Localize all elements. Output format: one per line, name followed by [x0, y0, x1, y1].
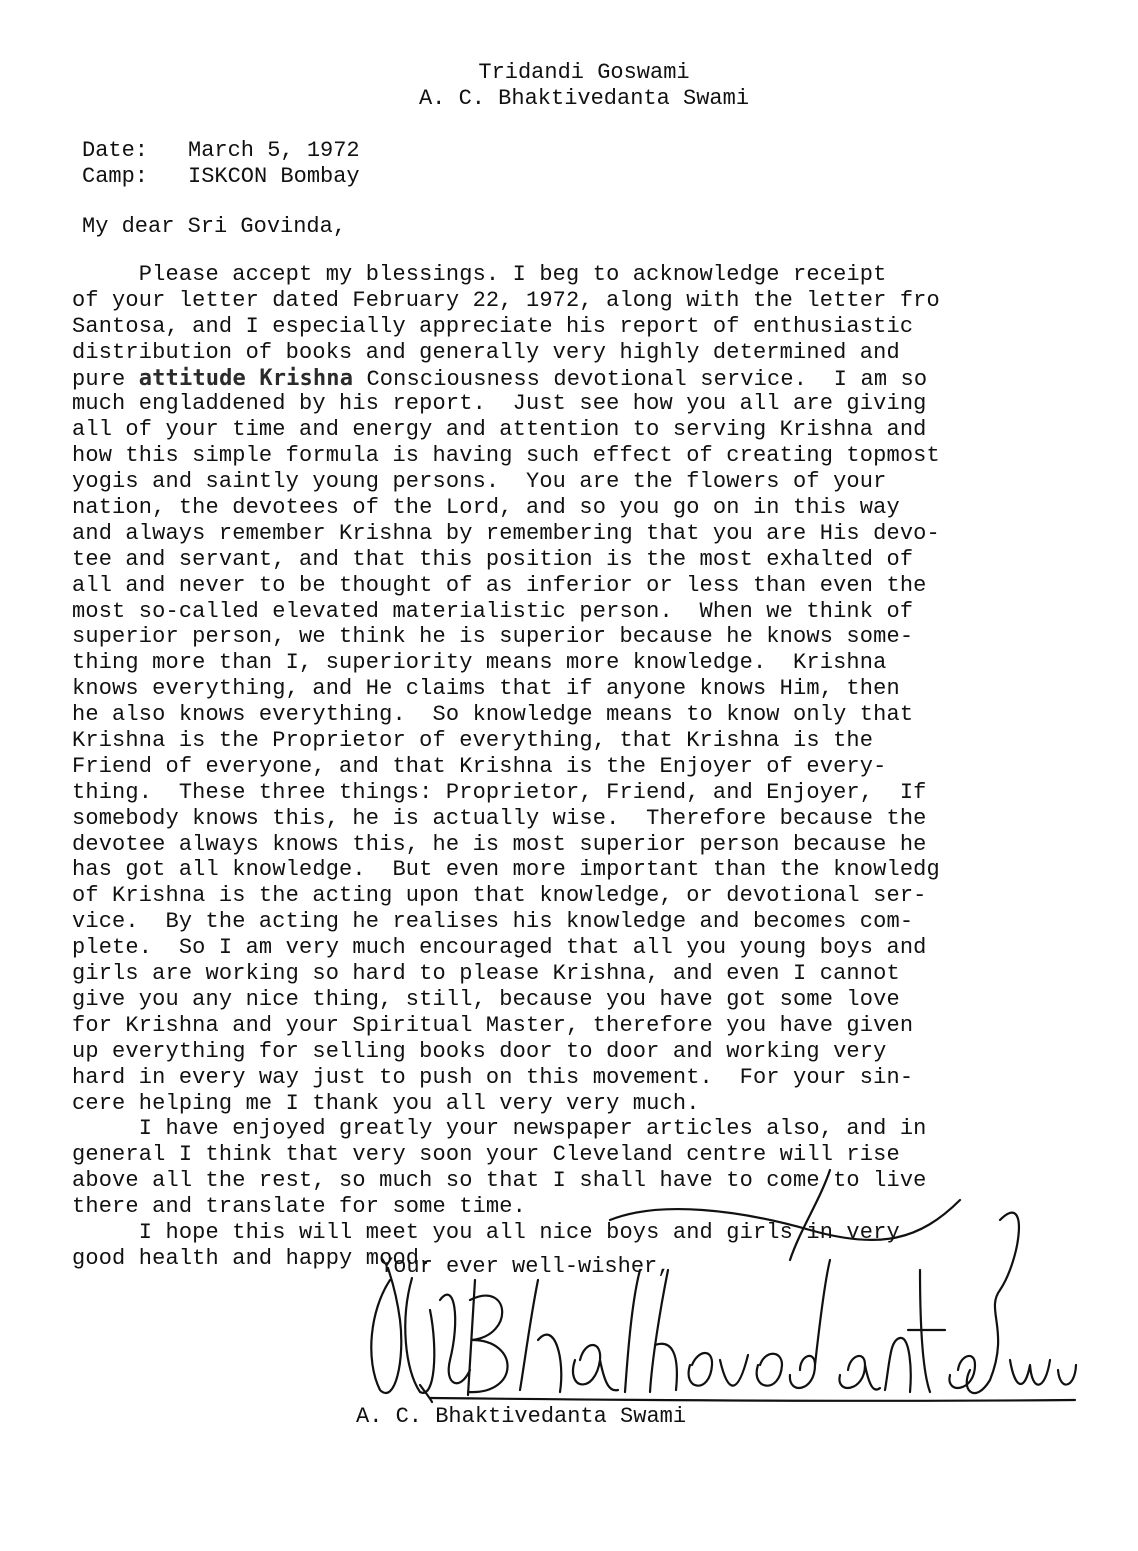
body-line: has got all knowledge. But even more important than the knowledg: [72, 857, 940, 883]
body-line: distribution of books and generally very highly determined and: [72, 339, 900, 365]
camp-row: [82, 164, 360, 190]
body-line: vice. By the acting he realises his knowledge and becomes com-: [72, 909, 914, 935]
closing-line: Your ever well-wisher,: [380, 1254, 671, 1279]
body-line: thing more than I, superiority means more knowledge. Krishna: [72, 650, 887, 676]
letter-body: [72, 262, 1082, 1272]
letterhead-name: A. C. Bhaktivedanta Swami: [418, 86, 750, 111]
body-line: thing. These three things: Proprietor, Friend, and Enjoyer, If: [72, 779, 927, 805]
body-line: devotee always knows this, he is most superior person because he: [72, 831, 927, 857]
body-line: hard in every way just to push on this movement. For your sin-: [72, 1064, 914, 1090]
body-line: and always remember Krishna by remembering that you are His devo-: [72, 520, 940, 546]
letterhead-title: Tridandi Goswami: [478, 60, 690, 85]
handwritten-signature: [360, 1160, 1080, 1410]
body-line: he also knows everything. So knowledge means to know only that: [72, 702, 914, 728]
body-line: of your letter dated February 22, 1972, along with the letter fro: [72, 287, 940, 313]
date-value: March 5, 1972: [188, 138, 360, 163]
body-line: above all the rest, so much so that I shall have to come to live: [72, 1168, 927, 1194]
date-label: Date:: [82, 138, 149, 163]
body-line: somebody knows this, he is actually wise. Therefore because the: [72, 805, 927, 831]
body-line-start: pure: [72, 366, 139, 392]
body-line: plete. So I am very much encouraged that all you young boys and: [72, 935, 927, 961]
body-line: most so-called elevated materialistic person. When we think of: [72, 598, 914, 624]
body-line: Friend of everyone, and that Krishna is the Enjoyer of every-: [72, 753, 887, 779]
body-line: I have enjoyed greatly your newspaper articles also, and in: [72, 1116, 927, 1142]
highlighted-phrase: attitude Krishna: [138, 365, 354, 391]
body-line: Please accept my blessings. I beg to acknowledge receipt: [72, 262, 887, 287]
body-line: Santosa, and I especially appreciate his report of enthusiastic: [72, 313, 914, 339]
body-line: for Krishna and your Spiritual Master, therefore you have given: [72, 1012, 914, 1038]
body-line: superior person, we think he is superior because he knows some-: [72, 624, 914, 650]
salutation: My dear Sri Govinda,: [82, 214, 347, 239]
body-line: knows everything, and He claims that if anyone knows Him, then: [72, 676, 900, 702]
body-line: much engladdened by his report. Just see how you all are giving: [72, 391, 927, 417]
body-line: girls are working so hard to please Krishna, and even I cannot: [72, 961, 900, 987]
body-line: Krishna is the Proprietor of everything, that Krishna is the: [72, 728, 874, 754]
body-line: all and never to be thought of as inferior or less than even the: [72, 572, 927, 598]
body-line: [72, 366, 1082, 392]
body-line: nation, the devotees of the Lord, and so you go on in this way: [72, 495, 900, 521]
body-line-end: Consciousness devotional service. I am so: [353, 366, 928, 392]
body-line: up everything for selling books door to door and working very: [72, 1038, 887, 1064]
body-line: good health and happy mood.: [72, 1245, 433, 1271]
letterhead: [0, 60, 1138, 112]
body-line: tee and servant, and that this position is the most exhalted of: [72, 546, 914, 572]
body-line: how this simple formula is having such effect of creating topmost: [72, 443, 940, 469]
body-line: there and translate for some time.: [72, 1194, 526, 1220]
camp-value: ISKCON Bombay: [188, 164, 360, 189]
date-row: [82, 138, 360, 164]
body-line: cere helping me I thank you all very very much.: [72, 1090, 700, 1116]
camp-label: Camp:: [82, 164, 149, 189]
body-line: of Krishna is the acting upon that knowledge, or devotional ser-: [72, 883, 927, 909]
body-line: all of your time and energy and attention to serving Krishna and: [72, 417, 927, 443]
body-line: give you any nice thing, still, because you have got some love: [72, 986, 900, 1012]
body-line: I hope this will meet you all nice boys and girls in very: [72, 1219, 900, 1245]
body-line: general I think that very soon your Cleveland centre will rise: [72, 1142, 900, 1168]
letter-meta: [82, 138, 360, 190]
body-line: yogis and saintly young persons. You are the flowers of your: [72, 469, 887, 495]
printed-signature-name: A. C. Bhaktivedanta Swami: [356, 1404, 687, 1429]
